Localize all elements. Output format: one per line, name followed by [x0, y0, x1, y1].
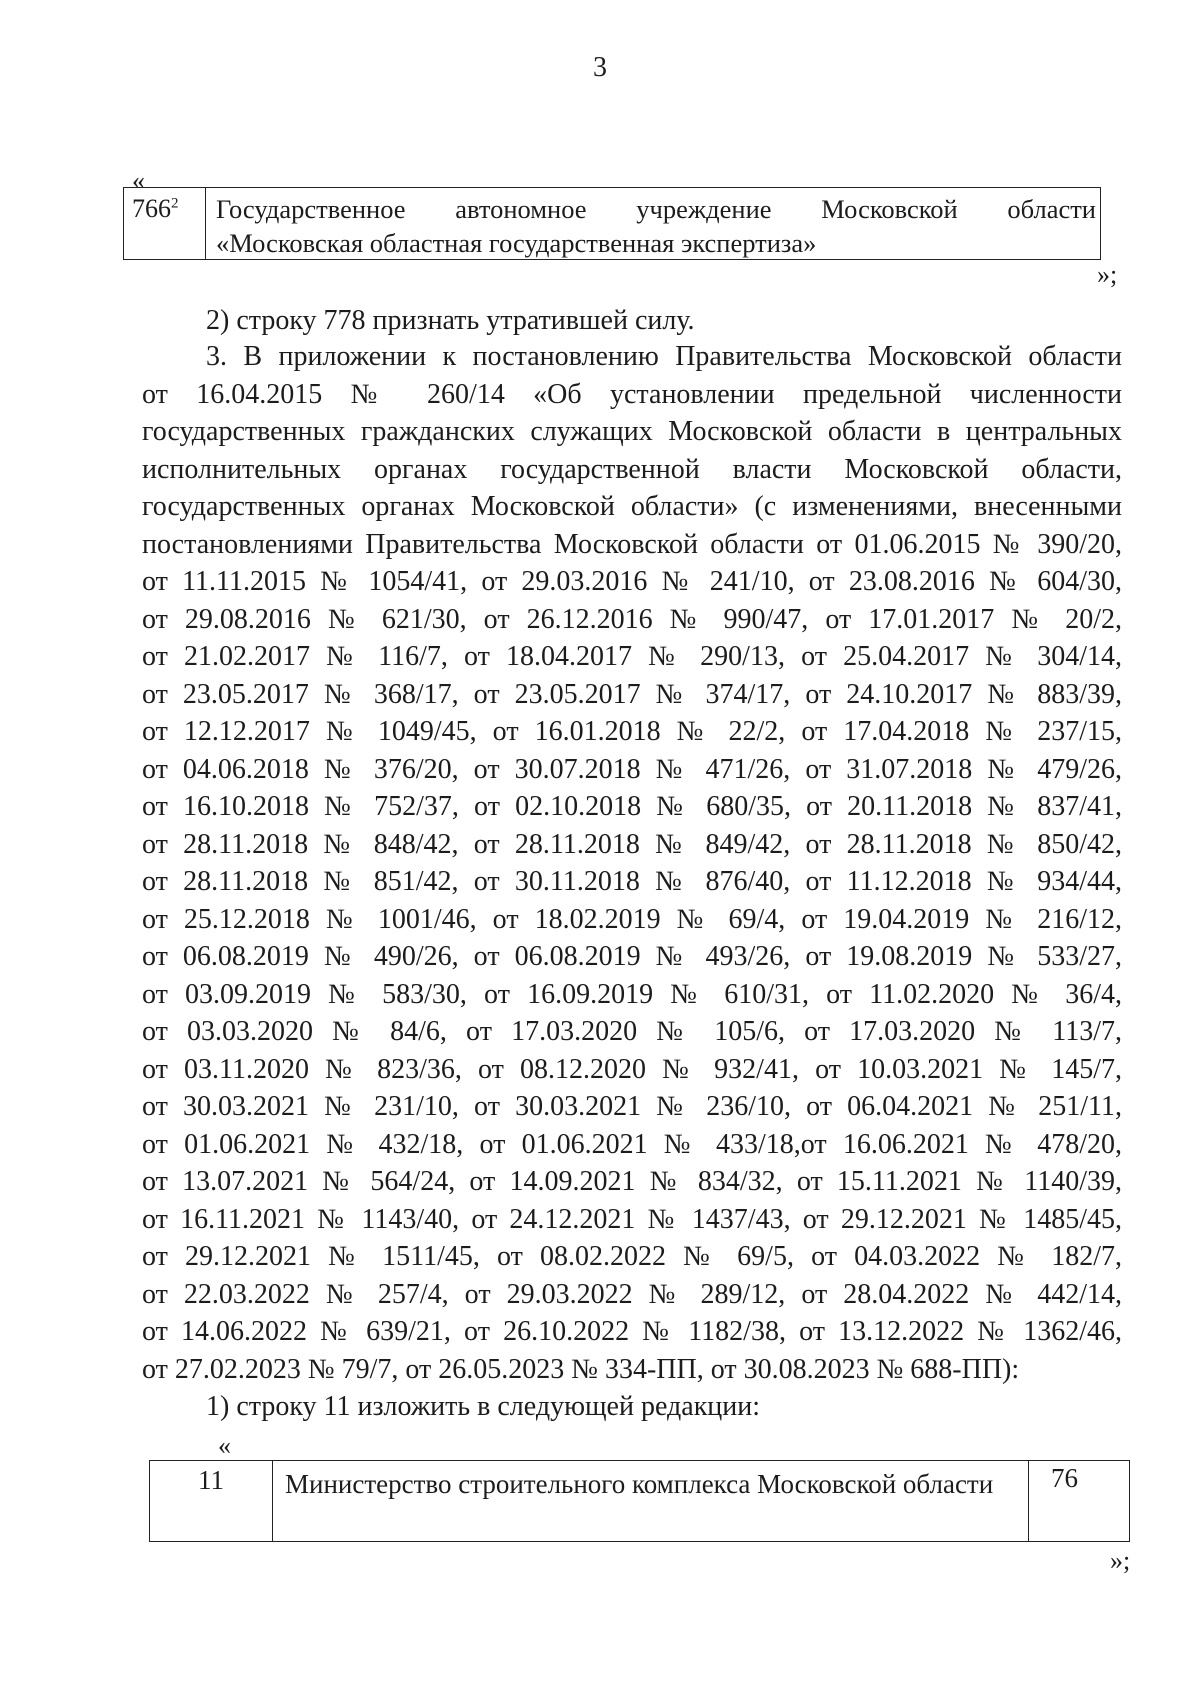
amendment-table-2 [149, 1460, 1130, 1542]
paragraph-3-line: от 04.06.2018 № 376/20, от 30.07.2018 № 471/26, от 31.07.2018 № 479/26, [142, 753, 1122, 785]
paragraph-3-line: государственных органах Московской области» (с изменениями, внесенными [142, 491, 1122, 522]
amendment-table-1 [123, 187, 1101, 260]
paragraph-3-line: от 30.03.2021 № 231/10, от 30.03.2021 № 236/10, от 06.04.2021 № 251/11, [142, 1091, 1122, 1122]
paragraph-3-line: от 13.07.2021 № 564/24, от 14.09.2021 № 834/32, от 15.11.2021 № 1140/39, [142, 1166, 1122, 1197]
paragraph-3-line: от 12.12.2017 № 1049/45, от 16.01.2018 № 22/2, от 17.04.2018 № 237/15, [142, 716, 1122, 747]
paragraph-3-line: от 14.06.2022 № 639/21, от 26.10.2022 № 1182/38, от 13.12.2022 № 1362/46, [142, 1316, 1122, 1347]
table2-number: 11 [150, 1461, 273, 1541]
table2-value: 76 [1051, 1463, 1078, 1493]
paragraph-3-line: от 27.02.2023 № 79/7, от 26.05.2023 № 334-ПП, от 30.08.2023 № 688-ПП): [142, 1353, 1020, 1385]
paragraph-3-line: от 16.04.2015 № 260/14 «Об установлении предельной численности [142, 378, 1122, 410]
table1-text-line1: Государственное автономное учреждение Московской области [216, 194, 1096, 224]
paragraph-3-line: государственных гражданских служащих Московской области в центральных [142, 416, 1122, 447]
paragraph-3-line: от 23.05.2017 № 368/17, от 23.05.2017 № 374/17, от 24.10.2017 № 883/39, [142, 678, 1122, 710]
open-quote-2: « [218, 1431, 231, 1460]
paragraph-3-line: 3. В приложении к постановлению Правительства Московской области [206, 341, 1122, 372]
paragraph-3-line: от 03.09.2019 № 583/30, от 16.09.2019 № 610/31, от 11.02.2020 № 36/4, [142, 978, 1122, 1010]
table1-row-text [206, 188, 1100, 259]
table1-number: 766 [132, 194, 171, 223]
paragraph-3-line: постановлениями Правительства Московской области от 01.06.2015 № 390/20, [142, 528, 1122, 560]
paragraph-3-line: от 21.02.2017 № 116/7, от 18.04.2017 № 290/13, от 25.04.2017 № 304/14, [142, 641, 1122, 672]
close-quote-2: »; [1110, 1546, 1131, 1575]
paragraph-3-line: от 28.11.2018 № 848/42, от 28.11.2018 № 849/42, от 28.11.2018 № 850/42, [142, 828, 1122, 860]
paragraph-3-line: от 03.11.2020 № 823/36, от 08.12.2020 № 932/41, от 10.03.2021 № 145/7, [142, 1053, 1122, 1085]
item-3-1-text: 1) строку 11 изложить в следующей редакции: [206, 1391, 761, 1422]
paragraph-3-line: от 25.12.2018 № 1001/46, от 18.02.2019 № 69/4, от 19.04.2019 № 216/12, [142, 903, 1122, 935]
table1-row-number [124, 188, 206, 259]
paragraph-3-line: от 11.11.2015 № 1054/41, от 29.03.2016 № 241/10, от 23.08.2016 № 604/30, [142, 566, 1122, 597]
paragraph-3-line: от 03.03.2020 № 84/6, от 17.03.2020 № 105/6, от 17.03.2020 № 113/7, [142, 1016, 1122, 1047]
close-quote-1: »; [1097, 260, 1118, 289]
page-number: 3 [593, 52, 607, 83]
table2-text: Министерство строительного комплекса Московской области [273, 1461, 1029, 1541]
paragraph-3-line: от 29.12.2021 № 1511/45, от 08.02.2022 № 69/5, от 04.03.2022 № 182/7, [142, 1241, 1122, 1272]
table1-superscript: 2 [171, 195, 179, 212]
paragraph-3-line: от 16.10.2018 № 752/37, от 02.10.2018 № 680/35, от 20.11.2018 № 837/41, [142, 791, 1122, 822]
paragraph-3-line: исполнительных органах государственной власти Московской области, [142, 453, 1122, 485]
paragraph-3-line: от 16.11.2021 № 1143/40, от 24.12.2021 № 1437/43, от 29.12.2021 № 1485/45, [142, 1203, 1122, 1235]
paragraph-3-line: от 28.11.2018 № 851/42, от 30.11.2018 № 876/40, от 11.12.2018 № 934/44, [142, 866, 1122, 897]
open-quote-1: « [132, 166, 145, 195]
paragraph-3-line: от 22.03.2022 № 257/4, от 29.03.2022 № 289/12, от 28.04.2022 № 442/14, [142, 1278, 1122, 1310]
table1-text-line2: «Московская областная государственная экспертиза» [216, 228, 817, 258]
paragraph-3-line: от 29.08.2016 № 621/30, от 26.12.2016 № 990/47, от 17.01.2017 № 20/2, [142, 603, 1122, 635]
paragraph-3-line: от 06.08.2019 № 490/26, от 06.08.2019 № 493/26, от 19.08.2019 № 533/27, [142, 941, 1122, 972]
item-2-text: 2) строку 778 признать утратившей силу. [206, 305, 695, 336]
paragraph-3-line: от 01.06.2021 № 432/18, от 01.06.2021 № 433/18,от 16.06.2021 № 478/20, [142, 1128, 1122, 1160]
